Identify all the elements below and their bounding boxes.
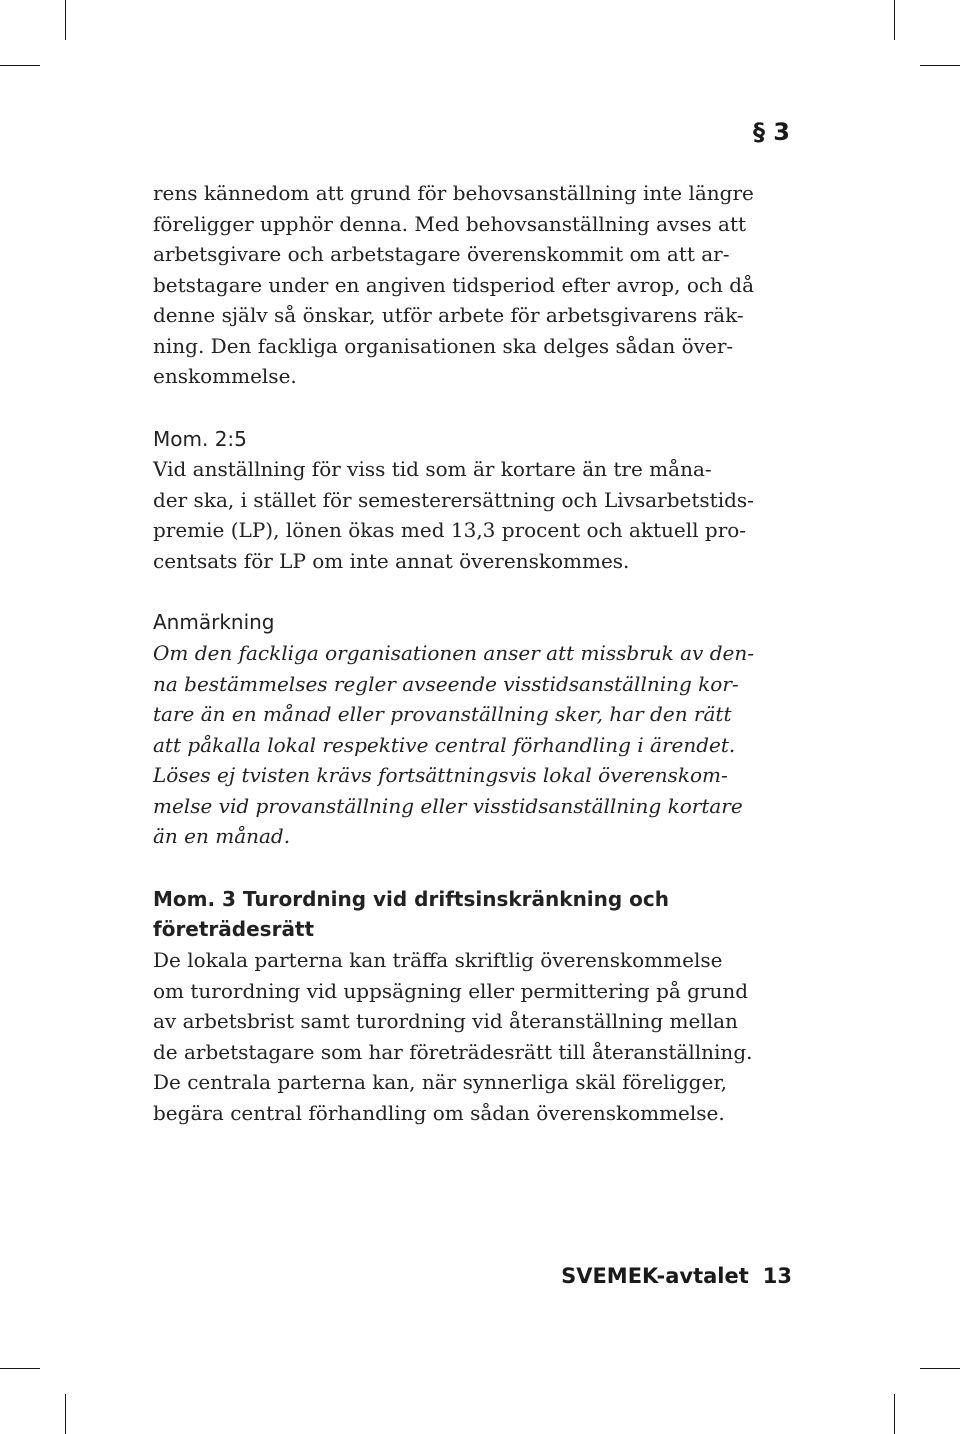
crop-mark-top-left-vertical [65, 0, 66, 40]
text-line: enskommelse. [153, 364, 297, 388]
crop-mark-top-left-horizontal [0, 65, 40, 66]
text-line: arbetsgivare och arbetstagare överenskommit om att ar- [153, 242, 730, 266]
crop-mark-bottom-left-horizontal [0, 1368, 40, 1369]
text-line: betstagare under en angiven tidsperiod efter avrop, och då [153, 272, 755, 297]
crop-mark-top-right-vertical [894, 0, 895, 40]
text-line: föreligger upphör denna. Med behovsanställning avses att [153, 211, 747, 236]
crop-mark-bottom-right-vertical [894, 1394, 895, 1434]
text-line: rens kännedom att grund för behovsanställning inte längre [153, 181, 754, 205]
note-heading: Anmärkning [153, 610, 275, 634]
note-body [153, 638, 798, 852]
mom-2-5-body [153, 454, 798, 576]
text-line: der ska, i stället för semesterersättning och Livsarbetstids- [153, 487, 754, 512]
text-line: de arbetstagare som har företrädesrätt till återanställning. [153, 1039, 753, 1064]
text-line: än en månad. [153, 824, 291, 848]
crop-mark-top-right-horizontal [920, 65, 960, 66]
heading-line: företrädesrätt [153, 917, 315, 941]
text-line: premie (LP), lönen ökas med 13,3 procent och aktuell pro- [153, 518, 747, 542]
text-line: om turordning vid uppsägning eller permittering på grund [153, 978, 749, 1003]
mom-3-body [153, 945, 798, 1128]
page-number: 13 [762, 1264, 792, 1288]
heading-line: Mom. 3 Turordning vid driftsinskränkning och [153, 887, 670, 911]
text-line: att påkalla lokal respektive central förhandling i ärendet. [153, 732, 736, 757]
page-footer [561, 1264, 792, 1288]
text-line: De centrala parterna kan, när synnerliga skäl föreligger, [153, 1070, 728, 1094]
text-line: De lokala parterna kan träffa skriftlig överenskommelse [153, 948, 723, 972]
text-line: tare än en månad eller provanställning sker, har den rätt [153, 702, 732, 726]
text-line: centsats för LP om inte annat överenskommes. [153, 548, 630, 573]
mom-3-heading [153, 884, 669, 944]
text-line: denne själv så önskar, utför arbete för arbetsgivarens räk- [153, 303, 744, 327]
text-line: Löses ej tvisten krävs fortsättningsvis lokal överenskom- [153, 763, 728, 787]
paragraph-intro [153, 178, 798, 392]
document-title: SVEMEK-avtalet [561, 1264, 749, 1288]
crop-mark-bottom-left-vertical [65, 1394, 66, 1434]
crop-mark-bottom-right-horizontal [920, 1368, 960, 1369]
text-line: melse vid provanställning eller visstidsanställning kortare [153, 793, 743, 818]
mom-2-5-heading: Mom. 2:5 [153, 427, 247, 451]
text-line: na bestämmelses regler avseende visstidsanställning kor- [153, 671, 739, 696]
text-line: Vid anställning för viss tid som är kortare än tre måna- [153, 457, 712, 481]
text-line: ning. Den fackliga organisationen ska delges sådan över- [153, 333, 734, 358]
text-line: Om den fackliga organisationen anser att missbruk av den- [153, 641, 754, 665]
section-number: § 3 [752, 118, 790, 146]
text-line: av arbetsbrist samt turordning vid återanställning mellan [153, 1009, 738, 1033]
text-line: begära central förhandling om sådan överenskommelse. [153, 1100, 725, 1125]
